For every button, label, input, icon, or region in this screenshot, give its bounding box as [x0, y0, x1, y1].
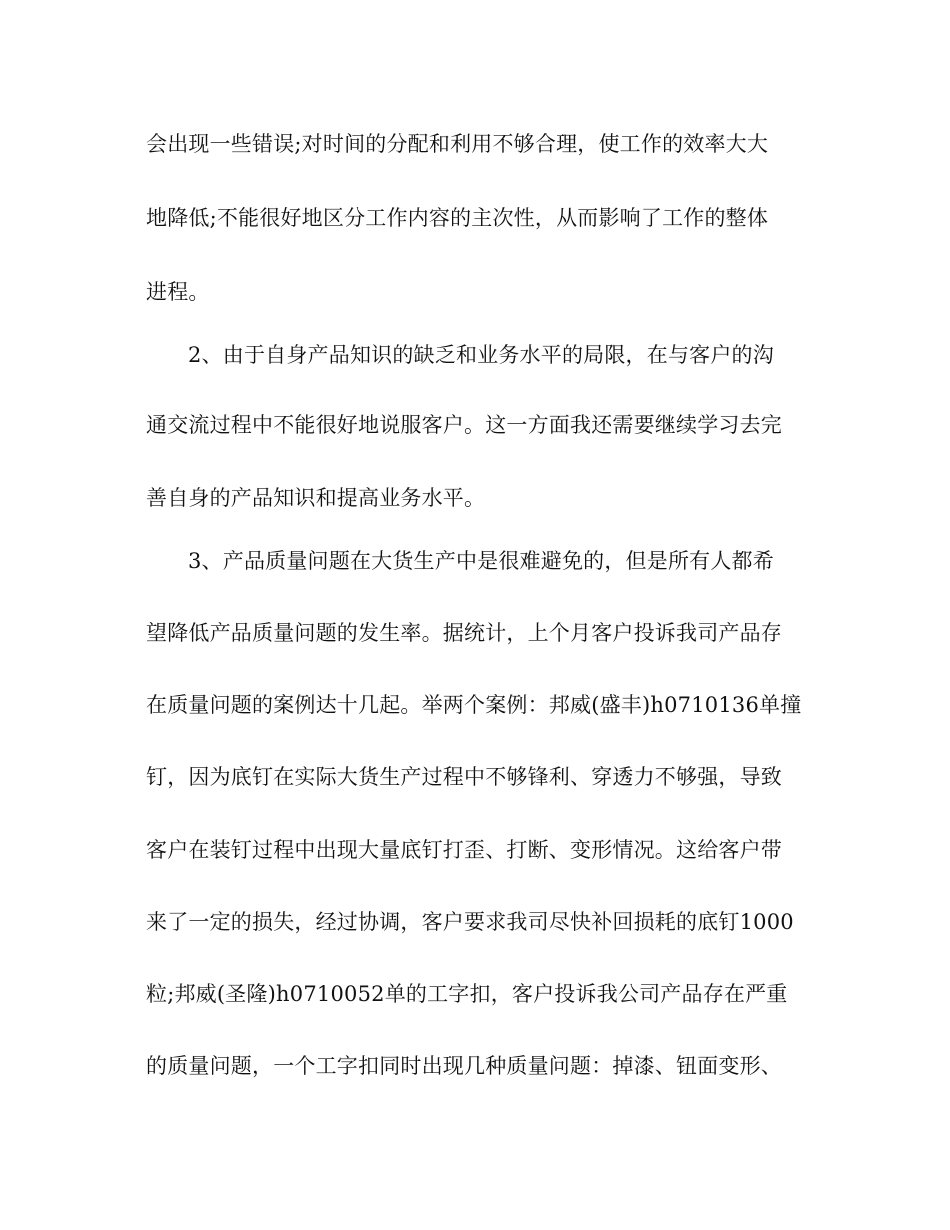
paragraph-3-line-8: 的质量问题，一个工字扣同时出现几种质量问题：掉漆、钮面变形、 [146, 1054, 782, 1078]
paragraph-line-1: 会出现一些错误;对时间的分配和利用不够合理，使工作的效率大大 [146, 132, 769, 156]
paragraph-3-line-7: 粒;邦威(圣隆)h0710052单的工字扣，客户投诉我公司产品存在严重 [146, 982, 788, 1006]
paragraph-3-line-6: 来了一定的损失，经过协调，客户要求我司尽快补回损耗的底钉1000 [146, 910, 794, 934]
paragraph-3-line-5: 客户在装钉过程中出现大量底钉打歪、打断、变形情况。这给客户带 [146, 838, 782, 862]
paragraph-line-2: 地降低;不能很好地区分工作内容的主次性，从而影响了工作的整体 [146, 206, 769, 230]
paragraph-2-line-2: 通交流过程中不能很好地说服客户。这一方面我还需要继续学习去完 [146, 413, 782, 437]
paragraph-2-line-3: 善自身的产品知识和提高业务水平。 [146, 486, 486, 510]
paragraph-line-3: 进程。 [146, 280, 210, 304]
paragraph-3-line-2: 望降低产品质量问题的发生率。据统计，上个月客户投诉我司产品存 [146, 621, 782, 645]
paragraph-3-line-3: 在质量问题的案例达十几起。举两个案例：邦威(盛丰)h0710136单撞 [146, 693, 802, 717]
paragraph-3-line-1: 3、产品质量问题在大货生产中是很难避免的，但是所有人都希 [188, 549, 774, 573]
paragraph-3-line-4: 钉，因为底钉在实际大货生产过程中不够锋利、穿透力不够强，导致 [146, 765, 782, 789]
paragraph-2-line-1: 2、由于自身产品知识的缺乏和业务水平的局限，在与客户的沟 [188, 343, 774, 367]
